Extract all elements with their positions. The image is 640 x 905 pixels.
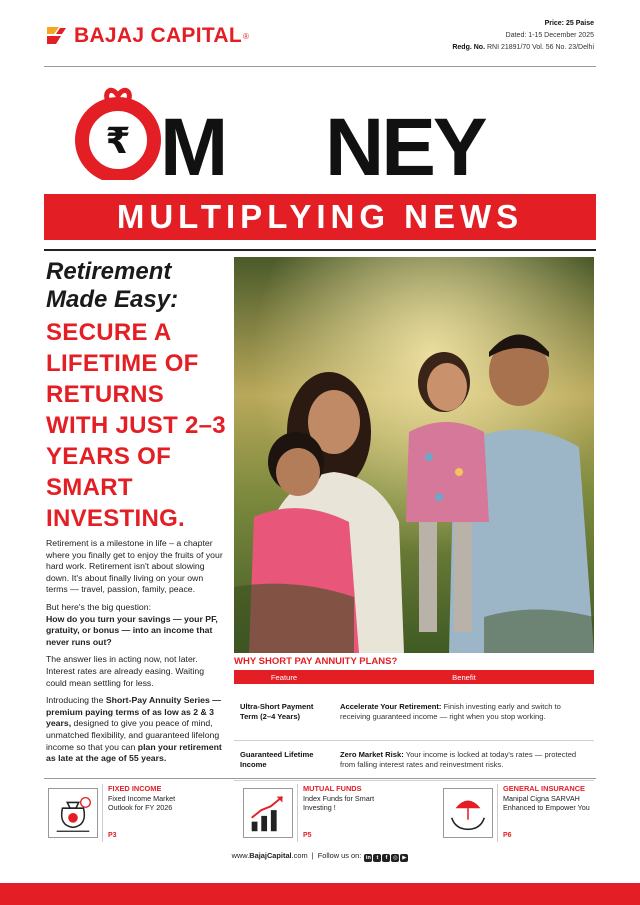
- section-page: P3: [108, 832, 117, 839]
- article-paragraph-2: [46, 602, 226, 648]
- benefit-title: Zero Market Risk:: [340, 750, 404, 759]
- footer: [0, 851, 640, 862]
- headline-primary: Retirement Made Easy:: [46, 258, 179, 313]
- section-divider-line: [497, 784, 498, 842]
- section-text: [303, 784, 393, 812]
- website-link[interactable]: [232, 851, 308, 860]
- instagram-icon[interactable]: ◎: [392, 855, 398, 861]
- redg-label: Redg. No.: [452, 44, 486, 51]
- section-divider-line: [102, 784, 103, 842]
- redg-value: RNI 21891/70 Vol. 56 No. 23/Delhi: [486, 44, 594, 51]
- article-paragraph-4: [46, 695, 226, 765]
- sections-divider: [44, 778, 596, 779]
- masthead-title: [160, 103, 490, 193]
- rupee-symbol: ₹: [105, 121, 131, 162]
- table-row: [234, 740, 594, 780]
- table-cell-feature: Ultra-Short Payment Term (2–4 Years): [234, 684, 334, 740]
- table-header-benefit: Benefit: [334, 670, 594, 684]
- intro-bold-2: plan your retirement as late at the age of 55 years.: [46, 741, 222, 764]
- twitter-icon[interactable]: t: [373, 854, 381, 862]
- header-divider: [44, 66, 596, 67]
- growth-chart-icon: [243, 788, 293, 838]
- rupee-ring-icon: [73, 86, 163, 180]
- section-category: GENERAL INSURANCE: [503, 784, 585, 793]
- youtube-icon[interactable]: ▶: [402, 855, 407, 861]
- follow-label: Follow us on:: [317, 851, 362, 860]
- money-bag-icon: [48, 788, 98, 838]
- section-description: Fixed Income Market Outlook for FY 2026: [108, 794, 176, 812]
- umbrella-hands-icon: [443, 788, 493, 838]
- issue-meta: [452, 18, 594, 54]
- question-lead: But here's the big question:: [46, 601, 152, 612]
- benefit-title: Accelerate Your Retirement:: [340, 701, 442, 711]
- table-row: [234, 684, 594, 740]
- table-cell-benefit: [334, 684, 594, 740]
- table-title: WHY SHORT PAY ANNUITY PLANS?: [234, 656, 398, 667]
- section-page: P5: [303, 832, 312, 839]
- bajaj-flame-icon: [44, 24, 68, 48]
- section-divider-line: [297, 784, 298, 842]
- article-paragraph-3: The answer lies in acting now, not later. Interest rates are already easing. Waiting could mean settling for less.: [46, 654, 205, 688]
- footer-separator: |: [311, 851, 314, 860]
- section-description: Index Funds for Smart Investing !: [303, 794, 375, 812]
- headline-secondary: SECURE A LIFETIME OF RETURNS WITH JUST 2–3 YEARS OF SMART INVESTING.: [46, 319, 226, 532]
- intro-text-2: designed to give you peace of mind, unmatched flexibility, and guaranteed lifelong income so that you can: [46, 718, 220, 752]
- family-photo: [234, 257, 594, 653]
- intro-text: Introducing the: [46, 695, 106, 706]
- article-paragraph-1: Retirement is a milestone in life – a chapter where you finally get to enjoy the fruits of your hard work. Retirement isn't about slowing down. It's about finally living on your own terms — travel, passion, family, peace.: [46, 538, 223, 595]
- brand-name: BAJAJ CAPITAL: [74, 24, 243, 47]
- section-text: [503, 784, 593, 812]
- section-text: [108, 784, 198, 812]
- registered-mark: ®: [243, 31, 249, 41]
- url-suffix: .com: [291, 851, 308, 860]
- section-category: FIXED INCOME: [108, 784, 162, 793]
- url-prefix: www.: [231, 851, 250, 860]
- masthead-divider: [44, 249, 596, 251]
- dated-text: Dated: 1-15 December 2025: [505, 32, 594, 39]
- linkedin-icon[interactable]: in: [365, 855, 371, 861]
- intro-bold: Short-Pay Annuity Series — premium paying terms of as low as 2 & 3 years,: [46, 695, 221, 729]
- table-cell-benefit: [334, 740, 594, 780]
- url-bold: BajajCapital: [249, 851, 292, 860]
- table-header-feature: Feature: [234, 670, 334, 684]
- article-body: [46, 538, 226, 771]
- table-cell-feature: Guaranteed Lifetime Income: [234, 740, 334, 780]
- section-category: MUTUAL FUNDS: [303, 784, 362, 793]
- brand-logo[interactable]: [44, 24, 249, 48]
- facebook-icon[interactable]: f: [382, 854, 390, 862]
- footer-bar: [0, 883, 640, 905]
- price-text: Price: 25 Paise: [544, 20, 594, 27]
- benefit-text: Your income is locked at today's rates — protected from falling interest rates and reinvestment risks.: [340, 750, 577, 769]
- section-description: Manipal Cigna SARVAH Enhanced to Empower You: [503, 794, 590, 812]
- benefit-text: Finish investing early and switch to receiving guaranteed income — right when you stop working.: [340, 701, 561, 721]
- masthead-letter-m: M: [160, 102, 226, 193]
- annuity-benefits-table: [234, 670, 594, 781]
- question-bold: How do you turn your savings — your PF, gratuity, or bonus — into an income that never runs out?: [46, 613, 218, 647]
- section-page: P6: [503, 832, 512, 839]
- masthead-subtitle: MULTIPLYING NEWS: [44, 194, 596, 240]
- masthead-letters-ney: NEY: [325, 102, 485, 193]
